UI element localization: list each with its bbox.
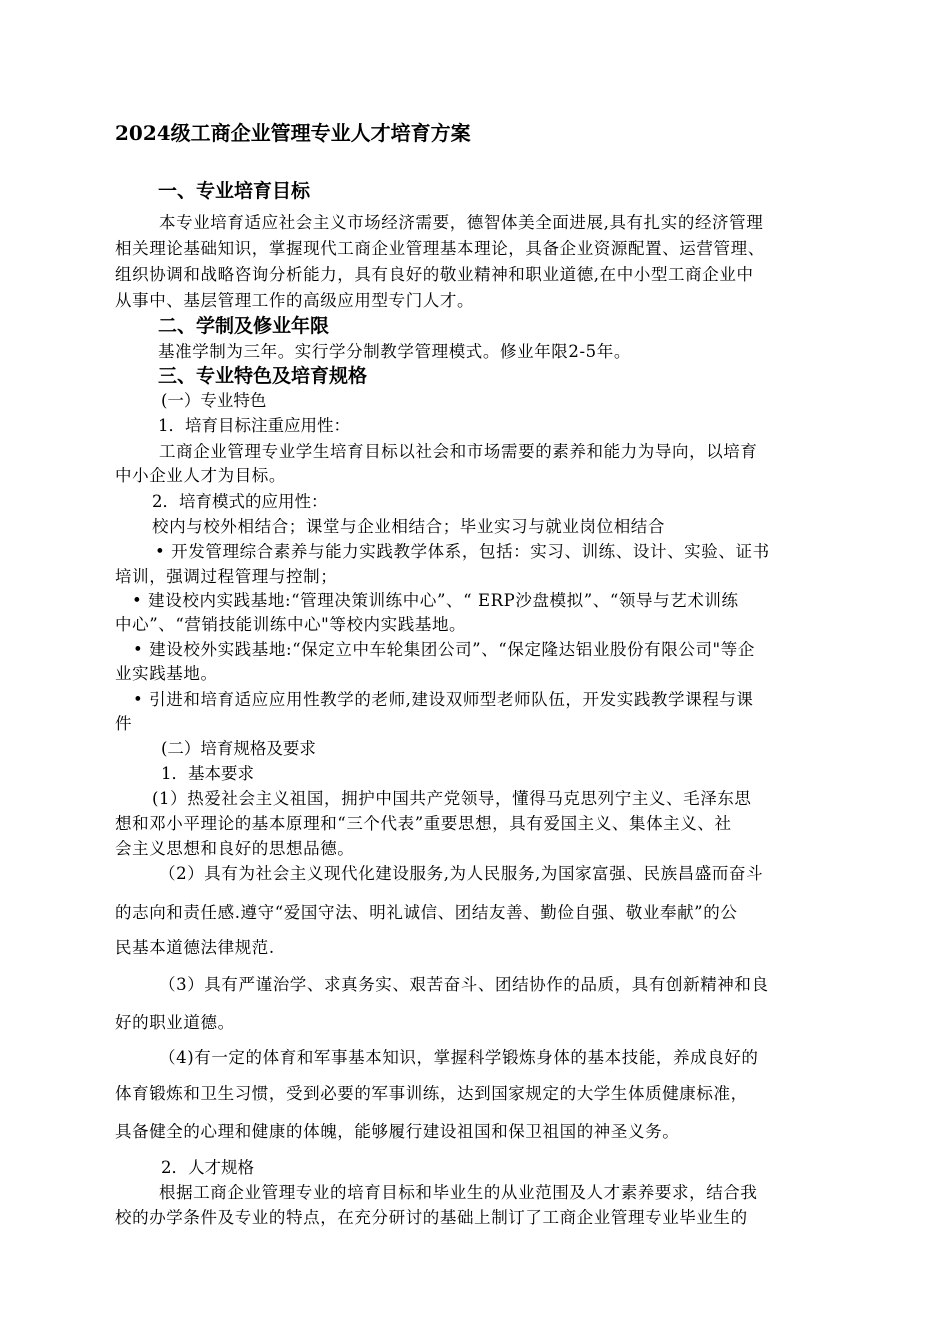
paragraph-line: 具备健全的心理和健康的体魄，能够履行建设祖国和保卫祖国的神圣义务。 <box>115 1122 680 1141</box>
paragraph-line: 民基本道德法律规范. <box>115 938 275 957</box>
paragraph-line: 校内与校外相结合；课堂与企业相结合；毕业实习与就业岗位相结合 <box>152 517 665 536</box>
paragraph-line: （3）具有严谨治学、求真务实、艰苦奋斗、团结协作的品质，具有创新精神和良 <box>159 975 769 994</box>
paragraph-line: 基准学制为三年。实行学分制教学管理模式。修业年限2-5年。 <box>158 342 631 361</box>
subsection-heading: (一）专业特色 <box>161 391 267 410</box>
paragraph-line: (1）热爱社会主义祖国，拥护中国共产党领导，懂得马克思列宁主义、毛泽东思 <box>152 789 752 808</box>
paragraph-line: 中心”、“营销技能训练中心"等校内实践基地。 <box>115 615 467 634</box>
section-heading: 二、学制及修业年限 <box>158 315 330 337</box>
paragraph-line: 中小企业人才为目标。 <box>115 466 286 485</box>
bullet-line: • 开发管理综合素养与能力实践教学体系，包括：实习、训练、设计、实验、证书 <box>155 542 770 561</box>
section-heading: 一、专业培育目标 <box>158 180 311 202</box>
paragraph-line: 校的办学条件及专业的特点，在充分研讨的基础上制订了工商企业管理专业毕业生的 <box>115 1208 748 1227</box>
paragraph-line: 会主义思想和良好的思想品德。 <box>115 839 355 858</box>
paragraph-line: 体育锻炼和卫生习惯，受到必要的军事训练，达到国家规定的大学生体质健康标准， <box>115 1084 748 1103</box>
bullet-line: • 引进和培育适应应用性教学的老师,建设双师型老师队伍，开发实践教学课程与课 <box>133 690 754 709</box>
paragraph-line: （2）具有为社会主义现代化建设服务,为人民服务,为国家富强、民族昌盛而奋斗 <box>159 864 764 883</box>
section-heading: 三、专业特色及培育规格 <box>158 365 368 387</box>
paragraph-line: 想和邓小平理论的基本原理和“三个代表”重要思想，具有爱国主义、集体主义、社 <box>115 814 732 833</box>
document-title: 2024级工商企业管理专业人才培育方案 <box>115 121 471 145</box>
item-heading: 2．培育模式的应用性： <box>152 492 328 511</box>
paragraph-line: 的志向和责任感.遵守“爱国守法、明礼诚信、团结友善、勤俭自强、敬业奉献”的公 <box>115 903 738 922</box>
item-heading: 2．人才规格 <box>161 1158 254 1177</box>
bullet-line: • 建设校外实践基地:“保定立中车轮集团公司”、“保定隆达铝业股份有限公司"等企 <box>133 640 755 659</box>
paragraph-line: 业实践基地。 <box>115 664 218 683</box>
subsection-heading: (二）培育规格及要求 <box>161 739 316 758</box>
paragraph-line: 从事中、基层管理工作的高级应用型专门人才。 <box>115 291 475 310</box>
paragraph-line: （4)有一定的体育和军事基本知识，掌握科学锻炼身体的基本技能，养成良好的 <box>159 1048 759 1067</box>
paragraph-line: 好的职业道德。 <box>115 1013 235 1032</box>
paragraph-line: 相关理论基础知识，掌握现代工商企业管理基本理论，具备企业资源配置、运营管理、 <box>115 239 765 258</box>
paragraph-line: 根据工商企业管理专业的培育目标和毕业生的从业范围及人才素养要求，结合我 <box>159 1183 758 1202</box>
item-heading: 1．培育目标注重应用性： <box>158 416 350 435</box>
paragraph-line: 工商企业管理专业学生培育目标以社会和市场需要的素养和能力为导向，以培育 <box>159 442 758 461</box>
bullet-line: • 建设校内实践基地:“管理决策训练中心”、“ ERP沙盘模拟”、“领导与艺术训练 <box>132 591 739 610</box>
paragraph-line: 件 <box>115 714 133 733</box>
item-heading: 1．基本要求 <box>161 764 254 783</box>
paragraph-line: 培训，强调过程管理与控制； <box>115 567 338 586</box>
paragraph-line: 本专业培育适应社会主义市场经济需要，德智体美全面进展,具有扎实的经济管理 <box>159 213 764 232</box>
paragraph-line: 组织协调和战略咨询分析能力，具有良好的敬业精神和职业道德,在中小型工商企业中 <box>115 265 754 284</box>
